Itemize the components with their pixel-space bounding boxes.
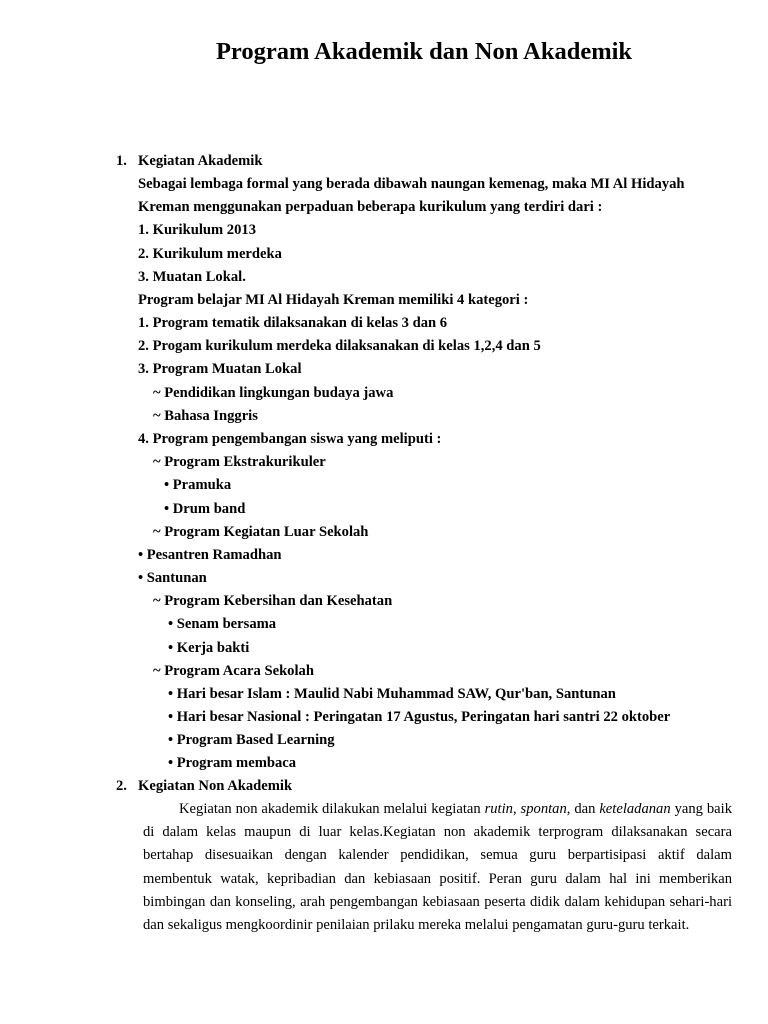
bullet-item: • Program membaca — [168, 755, 297, 771]
sub-list-item: ~ Program Kegiatan Luar Sekolah — [153, 524, 369, 540]
bullet-item: • Hari besar Islam : Maulid Nabi Muhammad SAW, Qur'ban, Santunan — [168, 686, 616, 702]
list-item: 1. Kurikulum 2013 — [138, 222, 256, 238]
section-1-number: 1. — [116, 153, 127, 169]
list-item: 1. Program tematik dilaksanakan di kelas 3 dan 6 — [138, 315, 448, 331]
list-item: 3. Program Muatan Lokal — [138, 361, 302, 377]
bullet-item: • Pramuka — [164, 477, 232, 493]
list-item: 4. Program pengembangan siswa yang meliputi : — [138, 431, 442, 447]
section-2-paragraph — [143, 798, 732, 937]
paragraph-text: yang baik di dalam kelas maupun di luar kelas.Kegiatan non akademik terprogram dilaksanakan secara bertahap disesuaikan dengan kalender pendidikan, semua guru berpartisipasi aktif dalam membentuk watak, kepribadian dan kebiasaan positif. Peran guru dalam hal ini memberikan bimbingan dan konseling, arah pengembangan kebiasaan peserta didik dalam kehidupan sehari-hari dan sekaligus mengkoordinir penilaian prilaku mereka melalui pengamatan guru-guru terkait. — [143, 801, 732, 934]
intro-line-2: Kreman menggunakan perpaduan beberapa kurikulum yang terdiri dari : — [138, 199, 603, 215]
intro-line-1: Sebagai lembaga formal yang berada dibawah naungan kemenag, maka MI Al Hidayah — [138, 176, 685, 192]
bullet-item: • Hari besar Nasional : Peringatan 17 Agustus, Peringatan hari santri 22 oktober — [168, 709, 671, 725]
paragraph-text: , — [512, 801, 521, 817]
program-intro-line: Program belajar MI Al Hidayah Kreman memiliki 4 kategori : — [138, 292, 529, 308]
sub-list-item: ~ Pendidikan lingkungan budaya jawa — [153, 385, 394, 401]
sub-list-item: ~ Program Kebersihan dan Kesehatan — [153, 593, 393, 609]
section-2-number: 2. — [116, 778, 127, 794]
list-item: 2. Kurikulum merdeka — [138, 246, 282, 262]
section-2-heading: Kegiatan Non Akademik — [138, 778, 293, 794]
sub-list-item: ~ Program Ekstrakurikuler — [153, 454, 326, 470]
paragraph-text: Kegiatan non akademik dilakukan melalui kegiatan — [179, 801, 485, 817]
paragraph-text: , dan — [566, 801, 600, 817]
section-1-heading: Kegiatan Akademik — [138, 153, 263, 169]
page-title: Program Akademik dan Non Akademik — [215, 38, 633, 65]
bullet-item: • Pesantren Ramadhan — [138, 547, 282, 563]
bullet-item: • Program Based Learning — [168, 732, 335, 748]
emphasis-keteladanan: keteladanan — [599, 801, 671, 817]
emphasis-spontan: spontan — [520, 801, 567, 817]
bullet-item: • Santunan — [138, 570, 207, 586]
list-item: 3. Muatan Lokal. — [138, 269, 246, 285]
bullet-item: • Kerja bakti — [168, 640, 250, 656]
sub-list-item: ~ Program Acara Sekolah — [153, 663, 314, 679]
list-item: 2. Progam kurikulum merdeka dilaksanakan di kelas 1,2,4 dan 5 — [138, 338, 541, 354]
sub-list-item: ~ Bahasa Inggris — [153, 408, 258, 424]
emphasis-rutin: rutin — [484, 801, 513, 817]
bullet-item: • Senam bersama — [168, 616, 277, 632]
bullet-item: • Drum band — [164, 501, 246, 517]
